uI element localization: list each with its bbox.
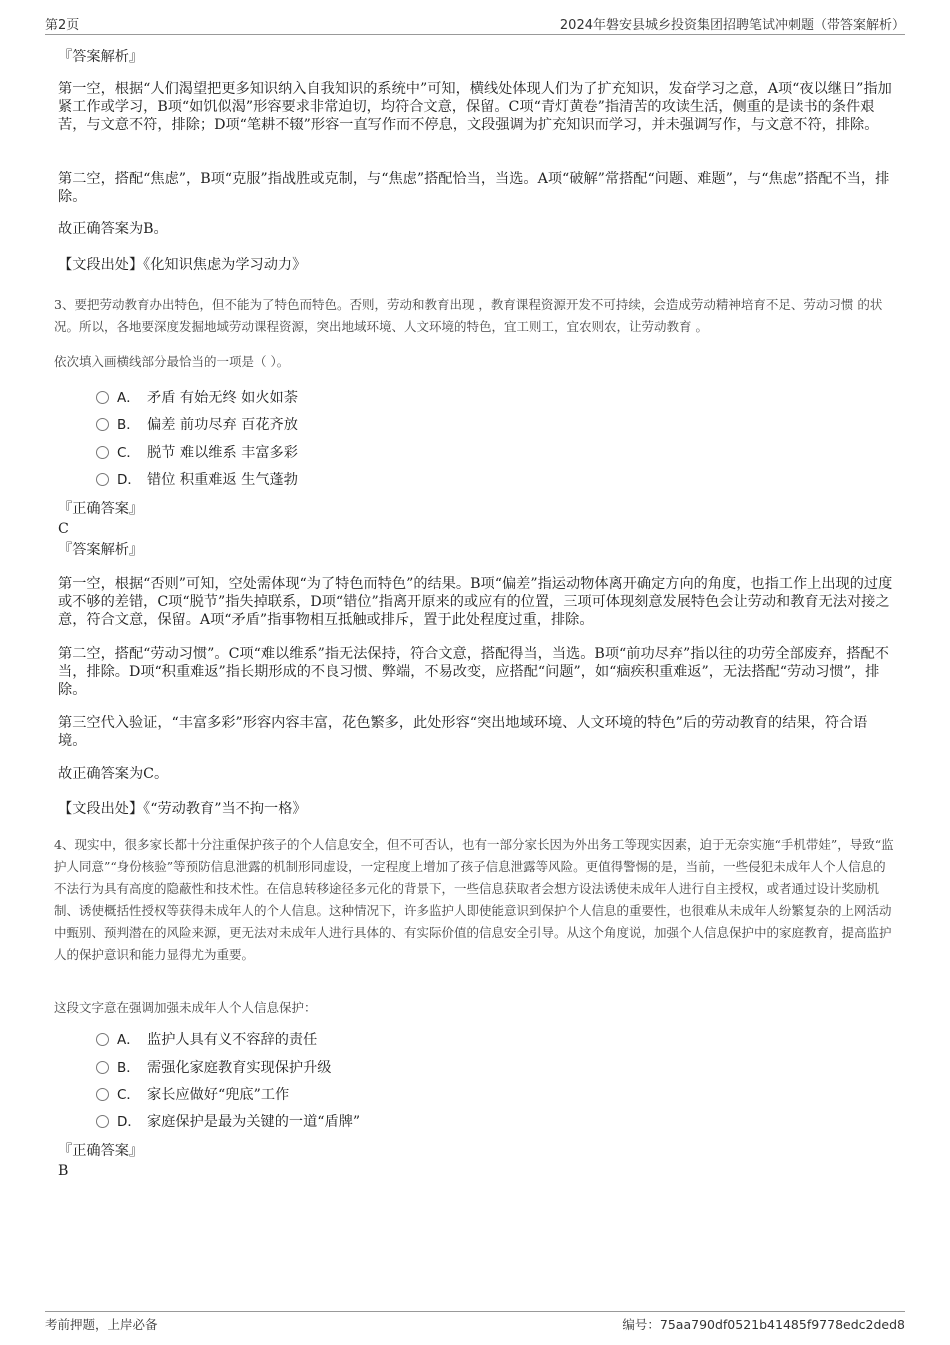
option-letter: B． — [117, 1060, 140, 1076]
option-text: 错位 积重难返 生气蓬勃 — [147, 472, 298, 488]
option-b[interactable] — [96, 415, 298, 435]
source-citation: 【文段出处】《化知识焦虑为学习动力》 — [58, 257, 307, 273]
option-a[interactable] — [96, 388, 298, 408]
option-b[interactable] — [96, 1058, 331, 1078]
option-a[interactable] — [96, 1030, 317, 1050]
correct-answer: B — [58, 1163, 69, 1179]
radio-icon[interactable] — [96, 1033, 109, 1046]
radio-icon[interactable] — [96, 1115, 109, 1128]
analysis-label: 『答案解析』 — [58, 542, 144, 558]
option-d[interactable] — [96, 1112, 360, 1132]
radio-icon[interactable] — [96, 418, 109, 431]
source-citation: 【文段出处】《“劳动教育”当不拘一格》 — [58, 801, 307, 817]
footer-slogan: 考前押题，上岸必备 — [45, 1317, 158, 1332]
answer-conclusion: 故正确答案为C。 — [58, 766, 169, 782]
option-letter: C． — [117, 445, 140, 461]
answer-label: 『正确答案』 — [58, 1143, 144, 1159]
radio-icon[interactable] — [96, 446, 109, 459]
analysis-paragraph: 第二空，搭配“焦虑”，B项“克服”指战胜或克制，与“焦虑”搭配恰当，当选。A项“破解”常搭配“问题、难题”，与“焦虑”搭配不当，排除。 — [58, 171, 890, 205]
document-code: 编号：75aa790df0521b41485f9778edc2ded8 — [622, 1317, 905, 1332]
option-letter: B． — [117, 417, 140, 433]
analysis-paragraph: 第二空，搭配“劳动习惯”。C项“难以维系”指无法保持，符合文意，搭配得当，当选。B项“前功尽弃”指以往的功劳全部废弃，搭配不当，排除。D项“积重难返”指长期形成的不良习惯、弊端，不易改变，应搭配“问题”，如“痼疾积重难返”，无法搭配“劳动习惯”，排除。 — [58, 646, 889, 698]
option-letter: C． — [117, 1087, 140, 1103]
analysis-paragraph: 第一空，根据“人们渴望把更多知识纳入自我知识的系统中”可知，横线处体现人们为了扩充知识，发奋学习之意，A项“夜以继日”指加紧工作或学习，B项“如饥似渴”形容要求非常迫切，均符合文意，保留。C项“青灯黄卷”指清苦的攻读生活，侧重的是读书的条件艰苦，与文意不符，排除；D项“笔耕不辍”形容一直写作而不停息，文段强调为扩充知识而学习，并未强调写作，与文意不符，排除。 — [58, 81, 892, 133]
document-title: 2024年磐安县城乡投资集团招聘笔试冲刺题（带答案解析） — [559, 18, 905, 33]
option-text: 家庭保护是最为关键的一道“盾牌” — [147, 1114, 361, 1130]
option-text: 偏差 前功尽弃 百花齐放 — [147, 417, 298, 433]
question-prompt: 依次填入画横线部分最恰当的一项是（ ）。 — [54, 354, 290, 369]
analysis-paragraph: 第三空代入验证，“丰富多彩”形容内容丰富，花色繁多，此处形容“突出地域环境、人文环境的特色”后的劳动教育的结果，符合语境。 — [58, 715, 868, 749]
option-d[interactable] — [96, 470, 298, 490]
question-prompt: 这段文字意在强调加强未成年人个人信息保护： — [54, 1000, 317, 1015]
radio-icon[interactable] — [96, 391, 109, 404]
option-c[interactable] — [96, 443, 298, 463]
radio-icon[interactable] — [96, 473, 109, 486]
question-stem: 3、要把劳动教育办出特色，但不能为了特色而特色。否则，劳动和教育出现 ，教育课程资源开发不可持续，会造成劳动精神培育不足、劳动习惯 的状况。所以，各地要深度发掘地域劳动课程资源，突出地域环境、人文环境的特色，宜工则工，宜农则农，让劳动教育 。 — [54, 297, 883, 334]
option-text: 矛盾 有始无终 如火如荼 — [147, 390, 298, 406]
option-text: 需强化家庭教育实现保护升级 — [147, 1060, 332, 1076]
option-text: 家长应做好“兜底”工作 — [147, 1087, 290, 1103]
radio-icon[interactable] — [96, 1088, 109, 1101]
option-letter: D． — [117, 1114, 141, 1130]
option-letter: A． — [117, 1032, 140, 1048]
option-c[interactable] — [96, 1085, 289, 1105]
option-letter: D． — [117, 472, 141, 488]
question-stem: 4、现实中，很多家长都十分注重保护孩子的个人信息安全，但不可否认，也有一部分家长因为外出务工等现实因素，迫于无奈实施“手机带娃”，导致“监护人同意”“身份核验”等预防信息泄露的机制形同虚设，一定程度上增加了孩子信息泄露等风险。更值得警惕的是，当前，一些侵犯未成年人个人信息的不法行为具有高度的隐蔽性和技术性。在信息转移途径多元化的背景下，一些信息获取者会想方设法诱使未成年人进行自主授权，或者通过设计奖励机制、诱使概括性授权等获得未成年人的个人信息。这种情况下，许多监护人即使能意识到保护个人信息的重要性，也很难从未成年人纷繁复杂的上网活动中甄别、预判潜在的风险来源，更无法对未成年人进行具体的、有实际价值的信息安全引导。从这个角度说，加强个人信息保护中的家庭教育，提高监护人的保护意识和能力显得尤为重要。 — [54, 837, 894, 962]
page-footer — [45, 1311, 905, 1334]
page-header — [45, 14, 905, 35]
analysis-paragraph: 第一空，根据“否则”可知，空处需体现“为了特色而特色”的结果。B项“偏差”指运动物体离开确定方向的角度，也指工作上出现的过度或不够的差错，C项“脱节”指失掉联系，D项“错位”指离开原来的或应有的位置，三项可体现刻意发展特色会让劳动和教育无法对接之意，符合文意，保留。A项“矛盾”指事物相互抵触或排斥，置于此处程度过重，排除。 — [58, 576, 893, 628]
option-text: 脱节 难以维系 丰富多彩 — [147, 445, 298, 461]
page-number: 第2页 — [45, 18, 80, 33]
correct-answer: C — [58, 521, 69, 537]
radio-icon[interactable] — [96, 1061, 109, 1074]
option-letter: A． — [117, 390, 140, 406]
answer-conclusion: 故正确答案为B。 — [58, 221, 168, 237]
answer-label: 『正确答案』 — [58, 501, 144, 517]
option-text: 监护人具有义不容辞的责任 — [147, 1032, 318, 1048]
analysis-label: 『答案解析』 — [58, 49, 144, 65]
